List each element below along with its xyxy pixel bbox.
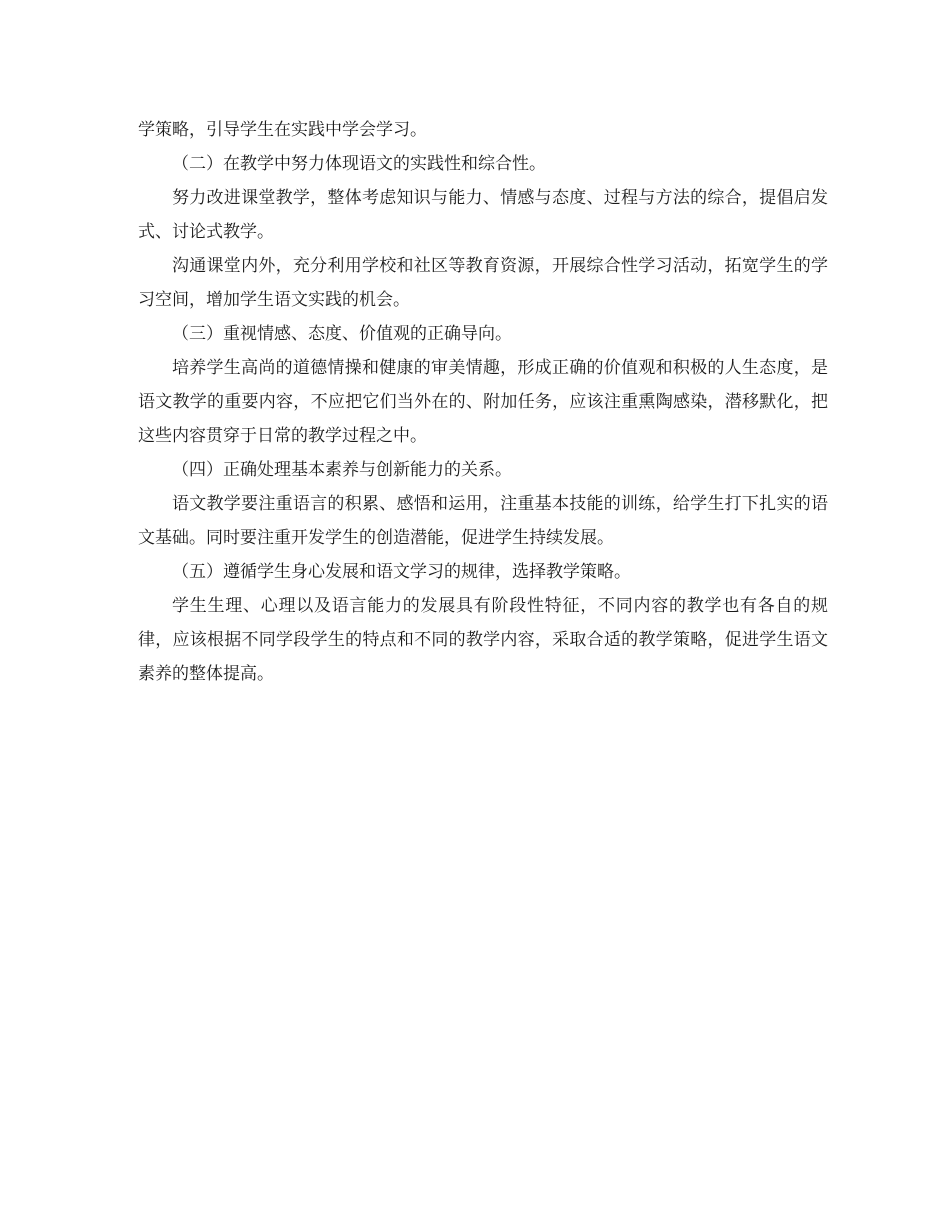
paragraph-continuation: 学策略，引导学生在实践中学会学习。	[138, 120, 427, 140]
document-body	[138, 113, 828, 691]
paragraph: 培养学生高尚的道德情操和健康的审美情趣，形成正确的价值观和积极的人生态度，是语文教学的重要内容，不应把它们当外在的、附加任务，应该注重熏陶感染，潜移默化，把这些内容贯穿于日常的教学过程之中。	[138, 358, 828, 446]
paragraph: 语文教学要注重语言的积累、感悟和运用，注重基本技能的训练，给学生打下扎实的语文基础。同时要注重开发学生的创造潜能，促进学生持续发展。	[138, 494, 828, 548]
section-heading-4: （四）正确处理基本素养与创新能力的关系。	[172, 460, 512, 480]
section-heading-3: （三）重视情感、态度、价值观的正确导向。	[172, 324, 512, 344]
paragraph: 沟通课堂内外，充分利用学校和社区等教育资源，开展综合性学习活动，拓宽学生的学习空间，增加学生语文实践的机会。	[138, 256, 828, 310]
paragraph: 努力改进课堂教学，整体考虑知识与能力、情感与态度、过程与方法的综合，提倡启发式、讨论式教学。	[138, 188, 828, 242]
section-heading-2: （二）在教学中努力体现语文的实践性和综合性。	[172, 154, 546, 174]
section-heading-5: （五）遵循学生身心发展和语文学习的规律，选择教学策略。	[172, 562, 631, 582]
paragraph: 学生生理、心理以及语言能力的发展具有阶段性特征，不同内容的教学也有各自的规律，应该根据不同学段学生的特点和不同的教学内容，采取合适的教学策略，促进学生语文素养的整体提高。	[138, 596, 828, 684]
